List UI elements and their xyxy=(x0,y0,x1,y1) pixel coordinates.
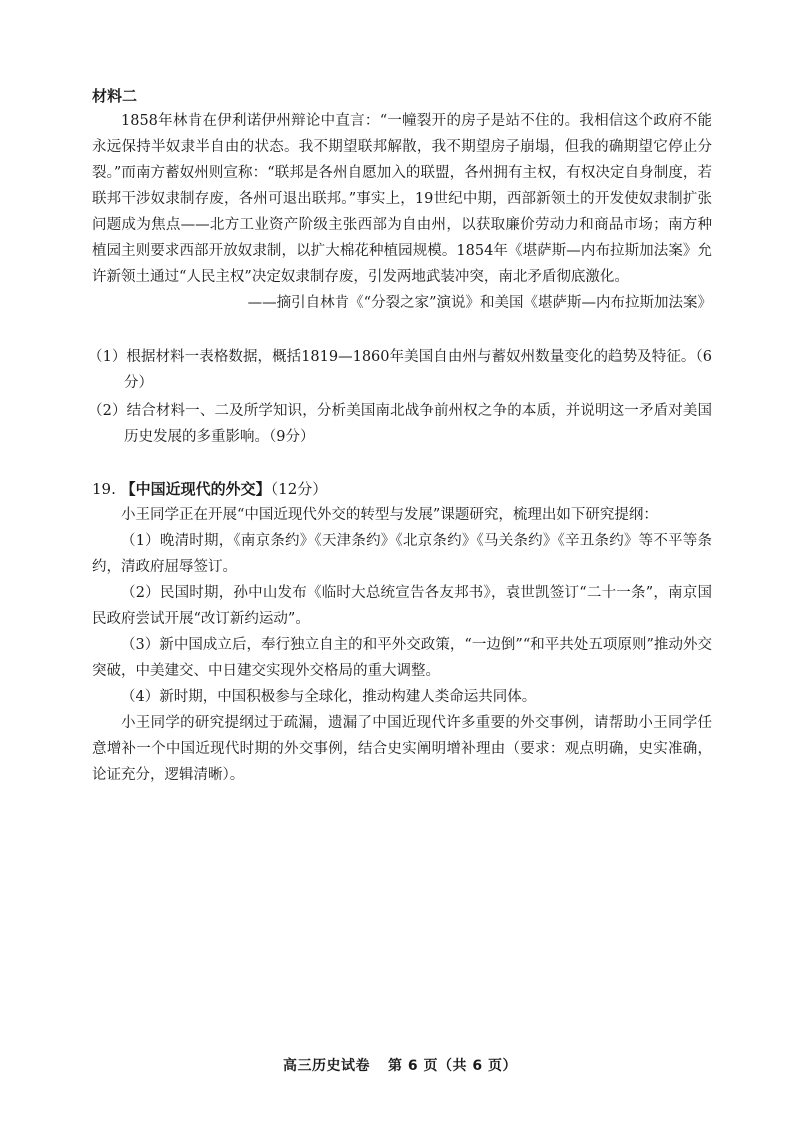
footer-page-info: 第 6 页（共 6 页） xyxy=(388,1058,517,1074)
material-two-paragraph: 1858年林肯在伊利诺伊州辩论中直言：“一幢裂开的房子是站不住的。我相信这个政府不能永远保持半奴隶半自由的状态。我不期望联邦解散，我不期望房子崩塌，但我的确期望它停止分裂。”而南方蓄奴州则宣称：“联邦是各州自愿加入的联盟，各州拥有主权，有权决定自身制度，若联邦干涉奴隶制存废，各州可退出联邦。”事实上，19世纪中期，西部新领土的开发使奴隶制扩张问题成为焦点——北方工业资产阶级主张西部为自由州，以获取廉价劳动力和商品市场；南方种植园主则要求西部开放奴隶制，以扩大棉花种植园规模。1854年《堪萨斯—内布拉斯加法案》允许新领土通过“人民主权”决定奴隶制存废，引发两地武装冲突，南北矛盾彻底激化。 xyxy=(92,113,712,285)
question-19-topic: 【中国近现代的外交】 xyxy=(120,480,271,498)
question-19-task: 小王同学的研究提纲过于疏漏，遗漏了中国近现代许多重要的外交事例，请帮助小王同学任意增补一个中国近现代时期的外交事例，结合史实阐明增补理由（要求：观点明确，史实准确，论证充分，逻辑清晰）。 xyxy=(92,715,712,783)
outline-item-2: （2）民国时期，孙中山发布《临时大总统宣告各友邦书》，袁世凯签订“二十一条”，南京国民政府尝试开展“改订新约运动”。 xyxy=(92,585,712,627)
page-footer xyxy=(0,1055,800,1075)
question-2: （2）结合材料一、二及所学知识，分析美国南北战争前州权之争的本质，并说明这一矛盾对美国历史发展的多重影响。（9分） xyxy=(88,403,712,445)
sub-questions xyxy=(88,344,712,452)
question-19-section xyxy=(92,476,712,788)
question-19-title xyxy=(92,476,712,502)
material-two-heading: 材料二 xyxy=(92,87,138,105)
question-19-intro: 小王同学正在开展“中国近现代外交的转型与发展”课题研究，梳理出如下研究提纲： xyxy=(121,507,658,523)
footer-exam-title: 高三历史试卷 xyxy=(283,1058,370,1074)
outline-item-3: （3）新中国成立后，奉行独立自主的和平外交政策，“一边倒”“和平共处五项原则”推动外交突破，中美建交、中日建交实现外交格局的重大调整。 xyxy=(92,637,712,679)
question-1: （1）根据材料一表格数据，概括1819—1860年美国自由州与蓄奴州数量变化的趋势及特征。（6分） xyxy=(88,349,712,391)
material-two-source: ——摘引自林肯《“分裂之家”演说》和美国《堪萨斯—内布拉斯加法案》 xyxy=(247,295,712,311)
outline-item-4: （4）新时期，中国积极参与全球化，推动构建人类命运共同体。 xyxy=(121,689,537,705)
material-two-section xyxy=(92,84,712,316)
outline-item-1: （1）晚清时期，《南京条约》《天津条约》《北京条约》《马关条约》《辛丑条约》等不平等条约，清政府屈辱签订。 xyxy=(92,533,712,575)
question-19-score: （12分） xyxy=(270,480,328,498)
question-19-number: 19. xyxy=(92,480,116,498)
